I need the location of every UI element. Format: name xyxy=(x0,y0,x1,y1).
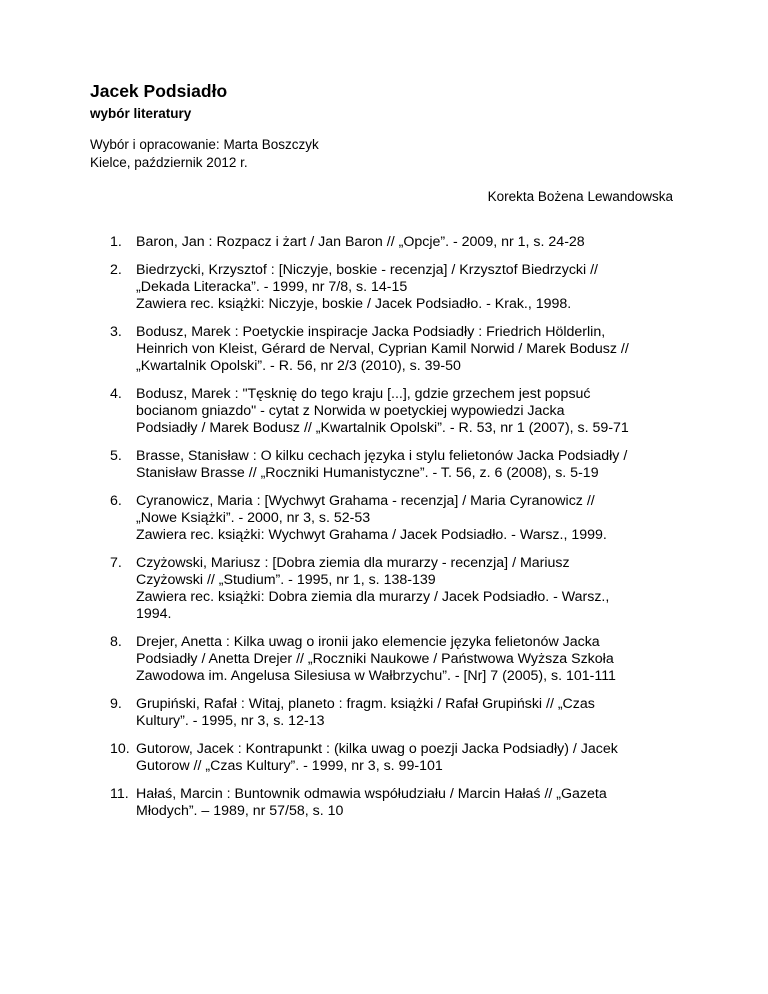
page-subtitle: wybór literatury xyxy=(90,106,192,121)
bibliography-entry xyxy=(0,786,768,820)
entry-line: Kultury”. - 1995, nr 3, s. 12-13 xyxy=(136,713,325,729)
bibliography-entry xyxy=(0,696,768,730)
bibliography-entry xyxy=(0,493,768,544)
entry-line: Baron, Jan : Rozpacz i żart / Jan Baron // „Opcje”. - 2009, nr 1, s. 24-28 xyxy=(136,234,585,250)
entry-number: 8. xyxy=(110,634,122,650)
entry-line: Gutorow // „Czas Kultury”. - 1999, nr 3, s. 99-101 xyxy=(136,758,443,774)
entry-line: Heinrich von Kleist, Gérard de Nerval, Cyprian Kamil Norwid / Marek Bodusz // xyxy=(136,341,629,357)
bibliography-entry xyxy=(0,262,768,313)
bibliography-entry xyxy=(0,741,768,775)
bibliography-entry xyxy=(0,555,768,623)
entry-text xyxy=(136,262,706,313)
entry-line: 1994. xyxy=(136,606,172,622)
entry-number: 11. xyxy=(110,786,129,802)
entry-line: „Kwartalnik Opolski”. - R. 56, nr 2/3 (2010), s. 39-50 xyxy=(136,358,461,374)
entry-line: „Dekada Literacka”. - 1999, nr 7/8, s. 14-15 xyxy=(136,279,408,295)
place-date-line: Kielce, październik 2012 r. xyxy=(90,155,248,170)
entry-text xyxy=(136,786,706,820)
entry-line: Gutorow, Jacek : Kontrapunkt : (kilka uwag o poezji Jacka Podsiadły) / Jacek xyxy=(136,741,618,757)
entry-line: Brasse, Stanisław : O kilku cechach języka i stylu felietonów Jacka Podsiadły / xyxy=(136,448,628,464)
entry-line: Zawiera rec. książki: Dobra ziemia dla murarzy / Jacek Podsiadło. - Warsz., xyxy=(136,589,610,605)
entry-number: 4. xyxy=(110,386,122,402)
bibliography-entry xyxy=(0,234,768,251)
entry-line: Zawiera rec. książki: Niczyje, boskie / Jacek Podsiadło. - Krak., 1998. xyxy=(136,296,572,312)
entry-text xyxy=(136,386,706,437)
entry-line: Czyżowski // „Studium”. - 1995, nr 1, s. 138-139 xyxy=(136,572,436,588)
entry-text xyxy=(136,493,706,544)
entry-line: Bodusz, Marek : Poetyckie inspiracje Jacka Podsiadły : Friedrich Hölderlin, xyxy=(136,324,606,340)
entry-number: 9. xyxy=(110,696,122,712)
bibliography-list xyxy=(0,234,768,831)
entry-line: „Nowe Książki”. - 2000, nr 3, s. 52-53 xyxy=(136,510,371,526)
entry-line: Hałaś, Marcin : Buntownik odmawia współudziału / Marcin Hałaś // „Gazeta xyxy=(136,786,607,802)
compiled-by-line: Wybór i opracowanie: Marta Boszczyk xyxy=(90,137,319,152)
entry-line: Cyranowicz, Maria : [Wychwyt Grahama - recenzja] / Maria Cyranowicz // xyxy=(136,493,595,509)
entry-line: Młodych”. – 1989, nr 57/58, s. 10 xyxy=(136,803,344,819)
entry-number: 10. xyxy=(110,741,130,757)
page-title: Jacek Podsiadło xyxy=(90,81,228,101)
entry-text xyxy=(136,634,706,685)
entry-line: Stanisław Brasse // „Roczniki Humanistyczne”. - T. 56, z. 6 (2008), s. 5-19 xyxy=(136,465,599,481)
bibliography-entry xyxy=(0,386,768,437)
entry-text xyxy=(136,448,706,482)
entry-number: 6. xyxy=(110,493,122,509)
entry-text xyxy=(136,555,706,623)
entry-line: Zawiera rec. książki: Wychwyt Grahama / Jacek Podsiadło. - Warsz., 1999. xyxy=(136,527,607,543)
entry-number: 5. xyxy=(110,448,122,464)
entry-line: Zawodowa im. Angelusa Silesiusa w Wałbrzychu”. - [Nr] 7 (2005), s. 101-111 xyxy=(136,668,616,684)
bibliography-entry xyxy=(0,448,768,482)
entry-text xyxy=(136,696,706,730)
entry-line: Czyżowski, Mariusz : [Dobra ziemia dla murarzy - recenzja] / Mariusz xyxy=(136,555,570,571)
entry-line: Biedrzycki, Krzysztof : [Niczyje, boskie - recenzja] / Krzysztof Biedrzycki // xyxy=(136,262,599,278)
entry-number: 7. xyxy=(110,555,122,571)
entry-line: Drejer, Anetta : Kilka uwag o ironii jako elemencie języka felietonów Jacka xyxy=(136,634,600,650)
entry-text xyxy=(136,741,706,775)
entry-line: Podsiadły / Marek Bodusz // „Kwartalnik Opolski”. - R. 53, nr 1 (2007), s. 59-71 xyxy=(136,420,629,436)
entry-number: 3. xyxy=(110,324,122,340)
entry-number: 2. xyxy=(110,262,122,278)
corrector-line: Korekta Bożena Lewandowska xyxy=(487,189,673,204)
entry-line: Bodusz, Marek : "Tęsknię do tego kraju [...], gdzie grzechem jest popsuć xyxy=(136,386,591,402)
entry-number: 1. xyxy=(110,234,122,250)
entry-text xyxy=(136,324,706,375)
bibliography-entry xyxy=(0,634,768,685)
entry-line: Podsiadły / Anetta Drejer // „Roczniki Naukowe / Państwowa Wyższa Szkoła xyxy=(136,651,614,667)
entry-line: Grupiński, Rafał : Witaj, planeto : fragm. książki / Rafał Grupiński // „Czas xyxy=(136,696,595,712)
entry-line: bocianom gniazdo" - cytat z Norwida w poetyckiej wypowiedzi Jacka xyxy=(136,403,565,419)
bibliography-entry xyxy=(0,324,768,375)
entry-text xyxy=(136,234,706,251)
